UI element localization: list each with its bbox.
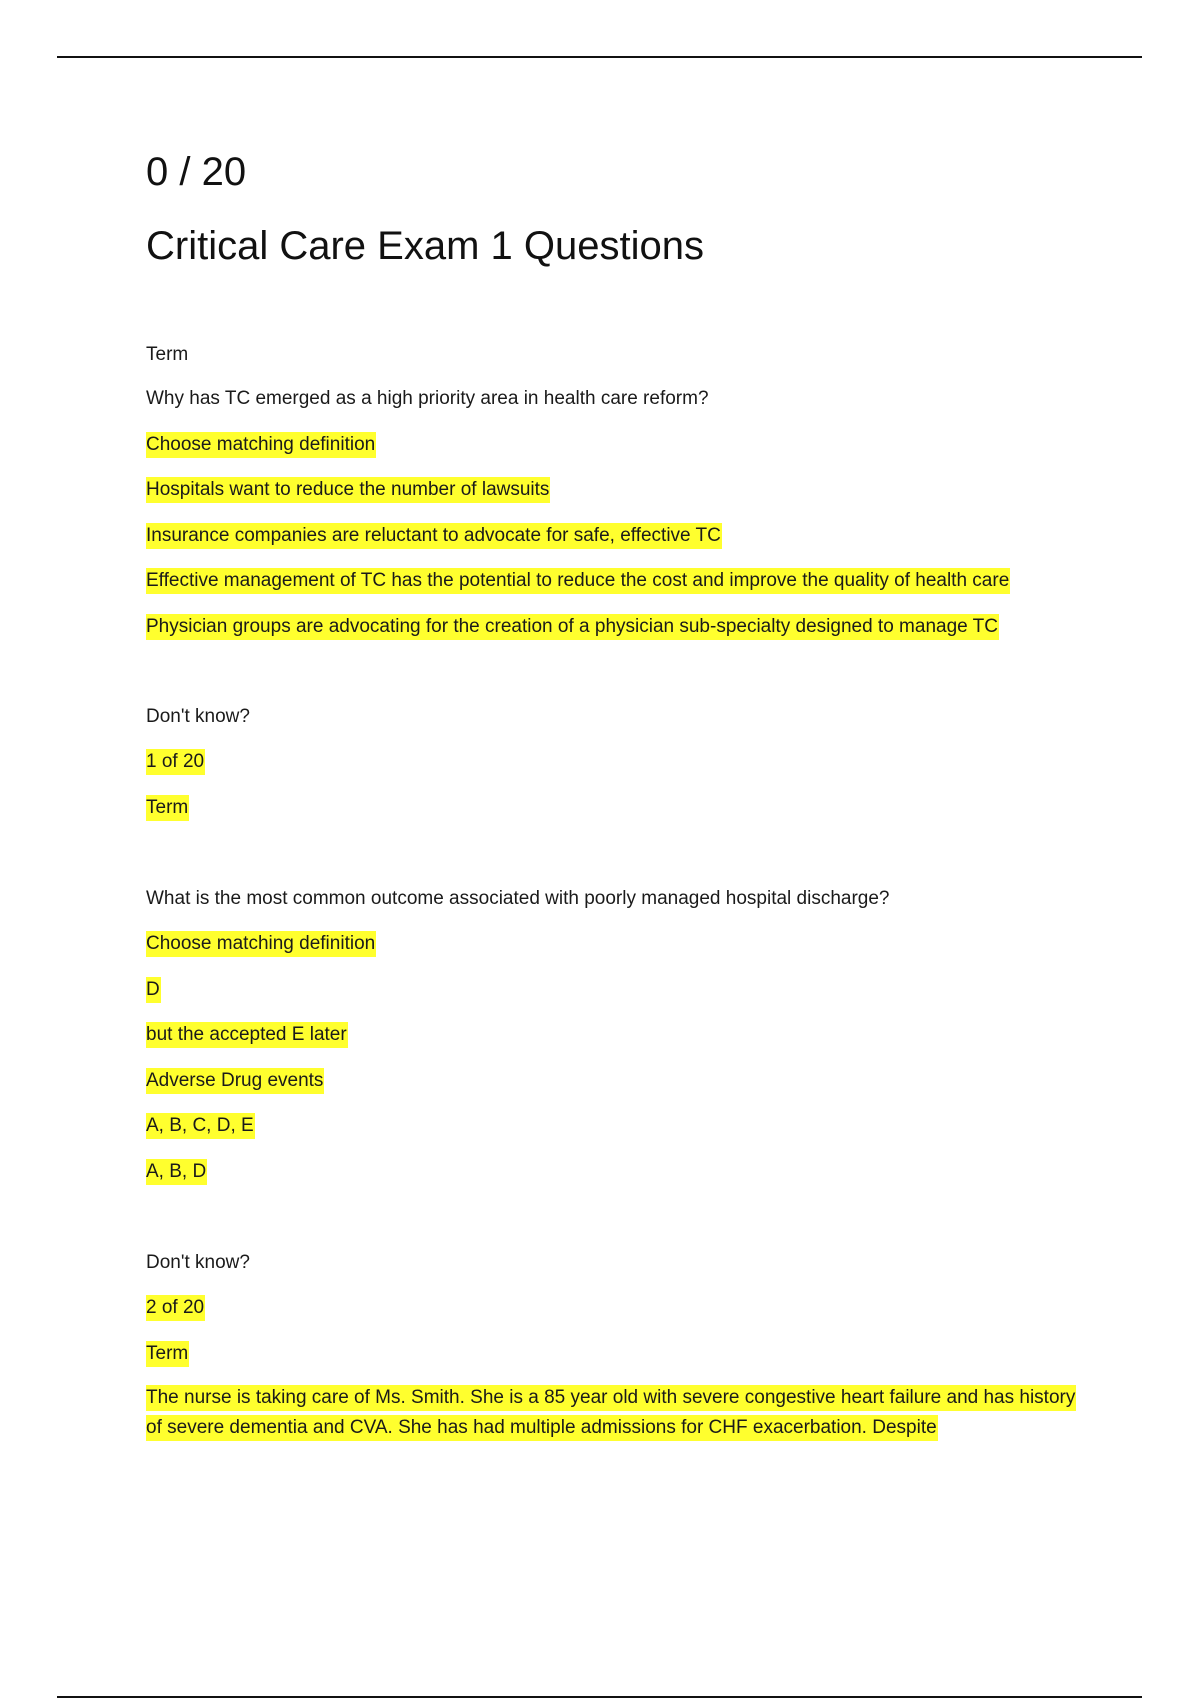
term-label bbox=[146, 795, 189, 821]
dont-know-link[interactable]: Don't know? bbox=[146, 1252, 250, 1273]
answer-option[interactable] bbox=[146, 1068, 324, 1094]
answer-option[interactable] bbox=[146, 977, 161, 1003]
answer-option-text: D bbox=[146, 977, 161, 1003]
question-prompt bbox=[146, 1383, 1076, 1443]
question-prompt: What is the most common outcome associated with poorly managed hospital discharge? bbox=[146, 888, 890, 909]
term-label-text: Term bbox=[146, 795, 189, 821]
question-counter bbox=[146, 749, 205, 775]
score-heading: 0 / 20 bbox=[146, 150, 247, 194]
choose-definition-text: Choose matching definition bbox=[146, 432, 376, 458]
answer-option-text: A, B, D bbox=[146, 1159, 207, 1185]
choose-definition-label bbox=[146, 432, 376, 458]
dont-know-link[interactable]: Don't know? bbox=[146, 706, 250, 727]
page-title: Critical Care Exam 1 Questions bbox=[146, 224, 704, 268]
answer-option[interactable] bbox=[146, 614, 999, 640]
answer-option[interactable] bbox=[146, 477, 550, 503]
answer-option-text: Effective management of TC has the potential to reduce the cost and improve the quality of health care bbox=[146, 568, 1010, 594]
term-label: Term bbox=[146, 344, 189, 365]
question-counter-text: 1 of 20 bbox=[146, 749, 205, 775]
answer-option-text: Insurance companies are reluctant to advocate for safe, effective TC bbox=[146, 523, 722, 549]
bottom-rule bbox=[57, 1696, 1142, 1698]
question-prompt-text: The nurse is taking care of Ms. Smith. She is a 85 year old with severe congestive heart failure and has history of severe dementia and CVA. She has had multiple admissions for CHF exacerbation. Despite bbox=[146, 1385, 1076, 1441]
answer-option-text: Adverse Drug events bbox=[146, 1068, 324, 1094]
question-counter-text: 2 of 20 bbox=[146, 1295, 205, 1321]
answer-option[interactable] bbox=[146, 523, 722, 549]
answer-option-text: Hospitals want to reduce the number of lawsuits bbox=[146, 477, 550, 503]
top-rule bbox=[57, 56, 1142, 58]
answer-option[interactable] bbox=[146, 1022, 348, 1048]
term-label-text: Term bbox=[146, 1341, 189, 1367]
answer-option-text: Physician groups are advocating for the creation of a physician sub-specialty designed to manage TC bbox=[146, 614, 999, 640]
answer-option[interactable] bbox=[146, 1159, 207, 1185]
term-label bbox=[146, 1341, 189, 1367]
question-prompt: Why has TC emerged as a high priority area in health care reform? bbox=[146, 388, 709, 409]
choose-definition-label bbox=[146, 931, 376, 957]
answer-option-text: A, B, C, D, E bbox=[146, 1113, 255, 1139]
answer-option[interactable] bbox=[146, 568, 1010, 594]
question-counter bbox=[146, 1295, 205, 1321]
answer-option-text: but the accepted E later bbox=[146, 1022, 348, 1048]
answer-option[interactable] bbox=[146, 1113, 255, 1139]
choose-definition-text: Choose matching definition bbox=[146, 931, 376, 957]
